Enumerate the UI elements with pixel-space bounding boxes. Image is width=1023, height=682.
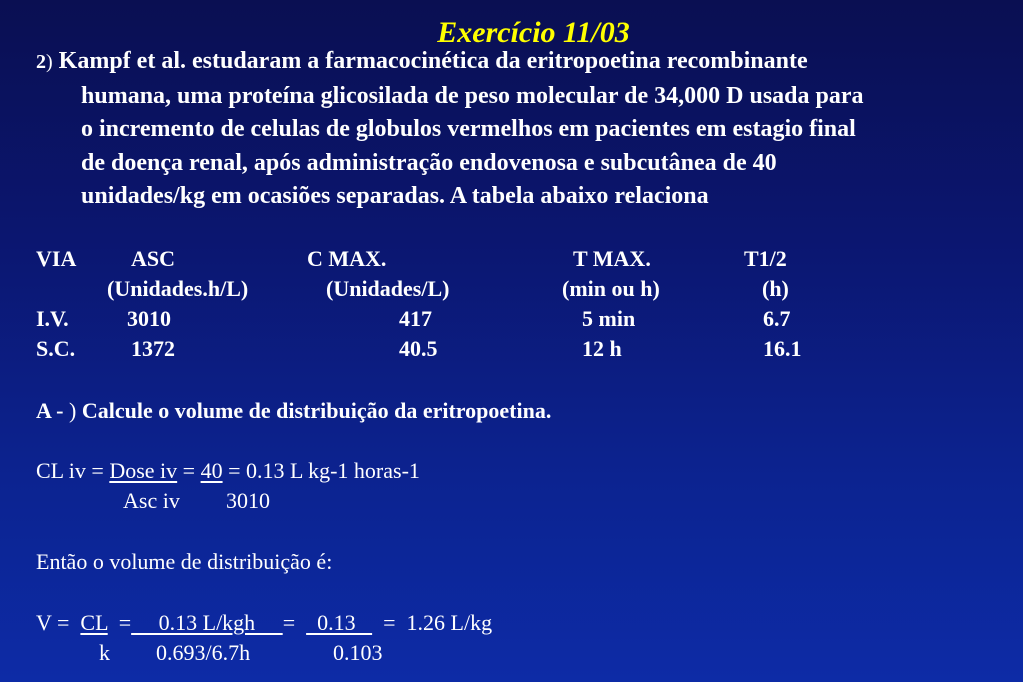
- question-paren: ): [69, 398, 77, 423]
- table-row: [0, 304, 1023, 334]
- row-sc-via: S.C.: [36, 336, 76, 361]
- intro-paragraph: [36, 45, 996, 214]
- v-equals-1: =: [107, 610, 132, 635]
- slide-title: Exercício 11/03: [437, 16, 630, 49]
- cl-denominator-label: Asc iv: [123, 488, 180, 513]
- row-iv-thalf: 6.7: [763, 306, 791, 331]
- intro-line-3: o incremento de celulas de globulos vermelhos em pacientes em estagio final: [81, 116, 856, 142]
- v-equals-2: =: [282, 610, 307, 635]
- row-sc-thalf: 16.1: [763, 336, 802, 361]
- intro-text: Kampf et al. estudaram a farmacocinética da eritropoetina recombinante: [58, 48, 808, 74]
- v-denominator-value: 0.103: [333, 640, 383, 665]
- unit-tmax: (min ou h): [562, 276, 660, 301]
- table-row: [0, 334, 1023, 364]
- cl-numerator-dose: Dose iv: [109, 458, 178, 483]
- intro-line-1: [36, 45, 996, 80]
- question-text: Calcule o volume de distribuição da eritropoetina.: [76, 398, 552, 423]
- question-letter: A -: [36, 398, 69, 423]
- v-lhs: V =: [36, 610, 75, 635]
- unit-cmax: (Unidades/L): [326, 276, 450, 301]
- row-sc-asc: 1372: [131, 336, 175, 361]
- cl-lhs: CL iv =: [36, 458, 110, 483]
- unit-asc: (Unidades.h/L): [107, 276, 249, 301]
- row-iv-cmax: 417: [399, 306, 432, 331]
- item-paren: ): [46, 51, 53, 73]
- intro-line-4: de doença renal, após administração endovenosa e subcutânea de 40: [81, 149, 777, 176]
- table-header-row: [0, 244, 1023, 274]
- header-cmax: C MAX.: [307, 246, 387, 271]
- intro-line-2: humana, uma proteína glicosilada de peso molecular de 34,000 D usada para: [81, 82, 864, 109]
- cl-equals: =: [177, 458, 201, 483]
- row-sc-cmax: 40.5: [399, 336, 438, 361]
- cl-numerator-value: 40: [200, 458, 223, 483]
- v-numerator-clvalue: 0.13 L/kgh: [131, 610, 283, 635]
- v-denominator-expression: 0.693/6.7h: [156, 640, 251, 665]
- unit-thalf: (h): [762, 276, 789, 301]
- row-iv-asc: 3010: [127, 306, 171, 331]
- vd-statement: Então o volume de distribuição é:: [36, 549, 333, 574]
- row-iv-tmax: 5 min: [582, 306, 636, 331]
- v-denominator-k: k: [99, 640, 110, 665]
- item-number: 2: [36, 51, 46, 73]
- intro-line-5: unidades/kg em ocasiões separadas. A tabela abaixo relaciona: [81, 183, 709, 209]
- header-asc: ASC: [131, 246, 176, 271]
- cl-result: = 0.13 L kg-1 horas-1: [222, 458, 420, 483]
- question-a: [36, 396, 551, 426]
- v-numerator-value: 0.13: [306, 610, 373, 635]
- row-iv-via: I.V.: [36, 306, 69, 331]
- v-numerator-cl: CL: [80, 610, 108, 635]
- v-equation-line: [36, 608, 492, 638]
- header-tmax: T MAX.: [573, 246, 651, 271]
- cl-denominator-value: 3010: [226, 488, 270, 513]
- row-sc-tmax: 12 h: [582, 336, 622, 361]
- table-units-row: [0, 274, 1023, 304]
- header-via: VIA: [36, 246, 77, 271]
- header-thalf: T1/2: [744, 246, 787, 271]
- cl-equation-line: [36, 456, 420, 486]
- v-result: = 1.26 L/kg: [372, 610, 493, 635]
